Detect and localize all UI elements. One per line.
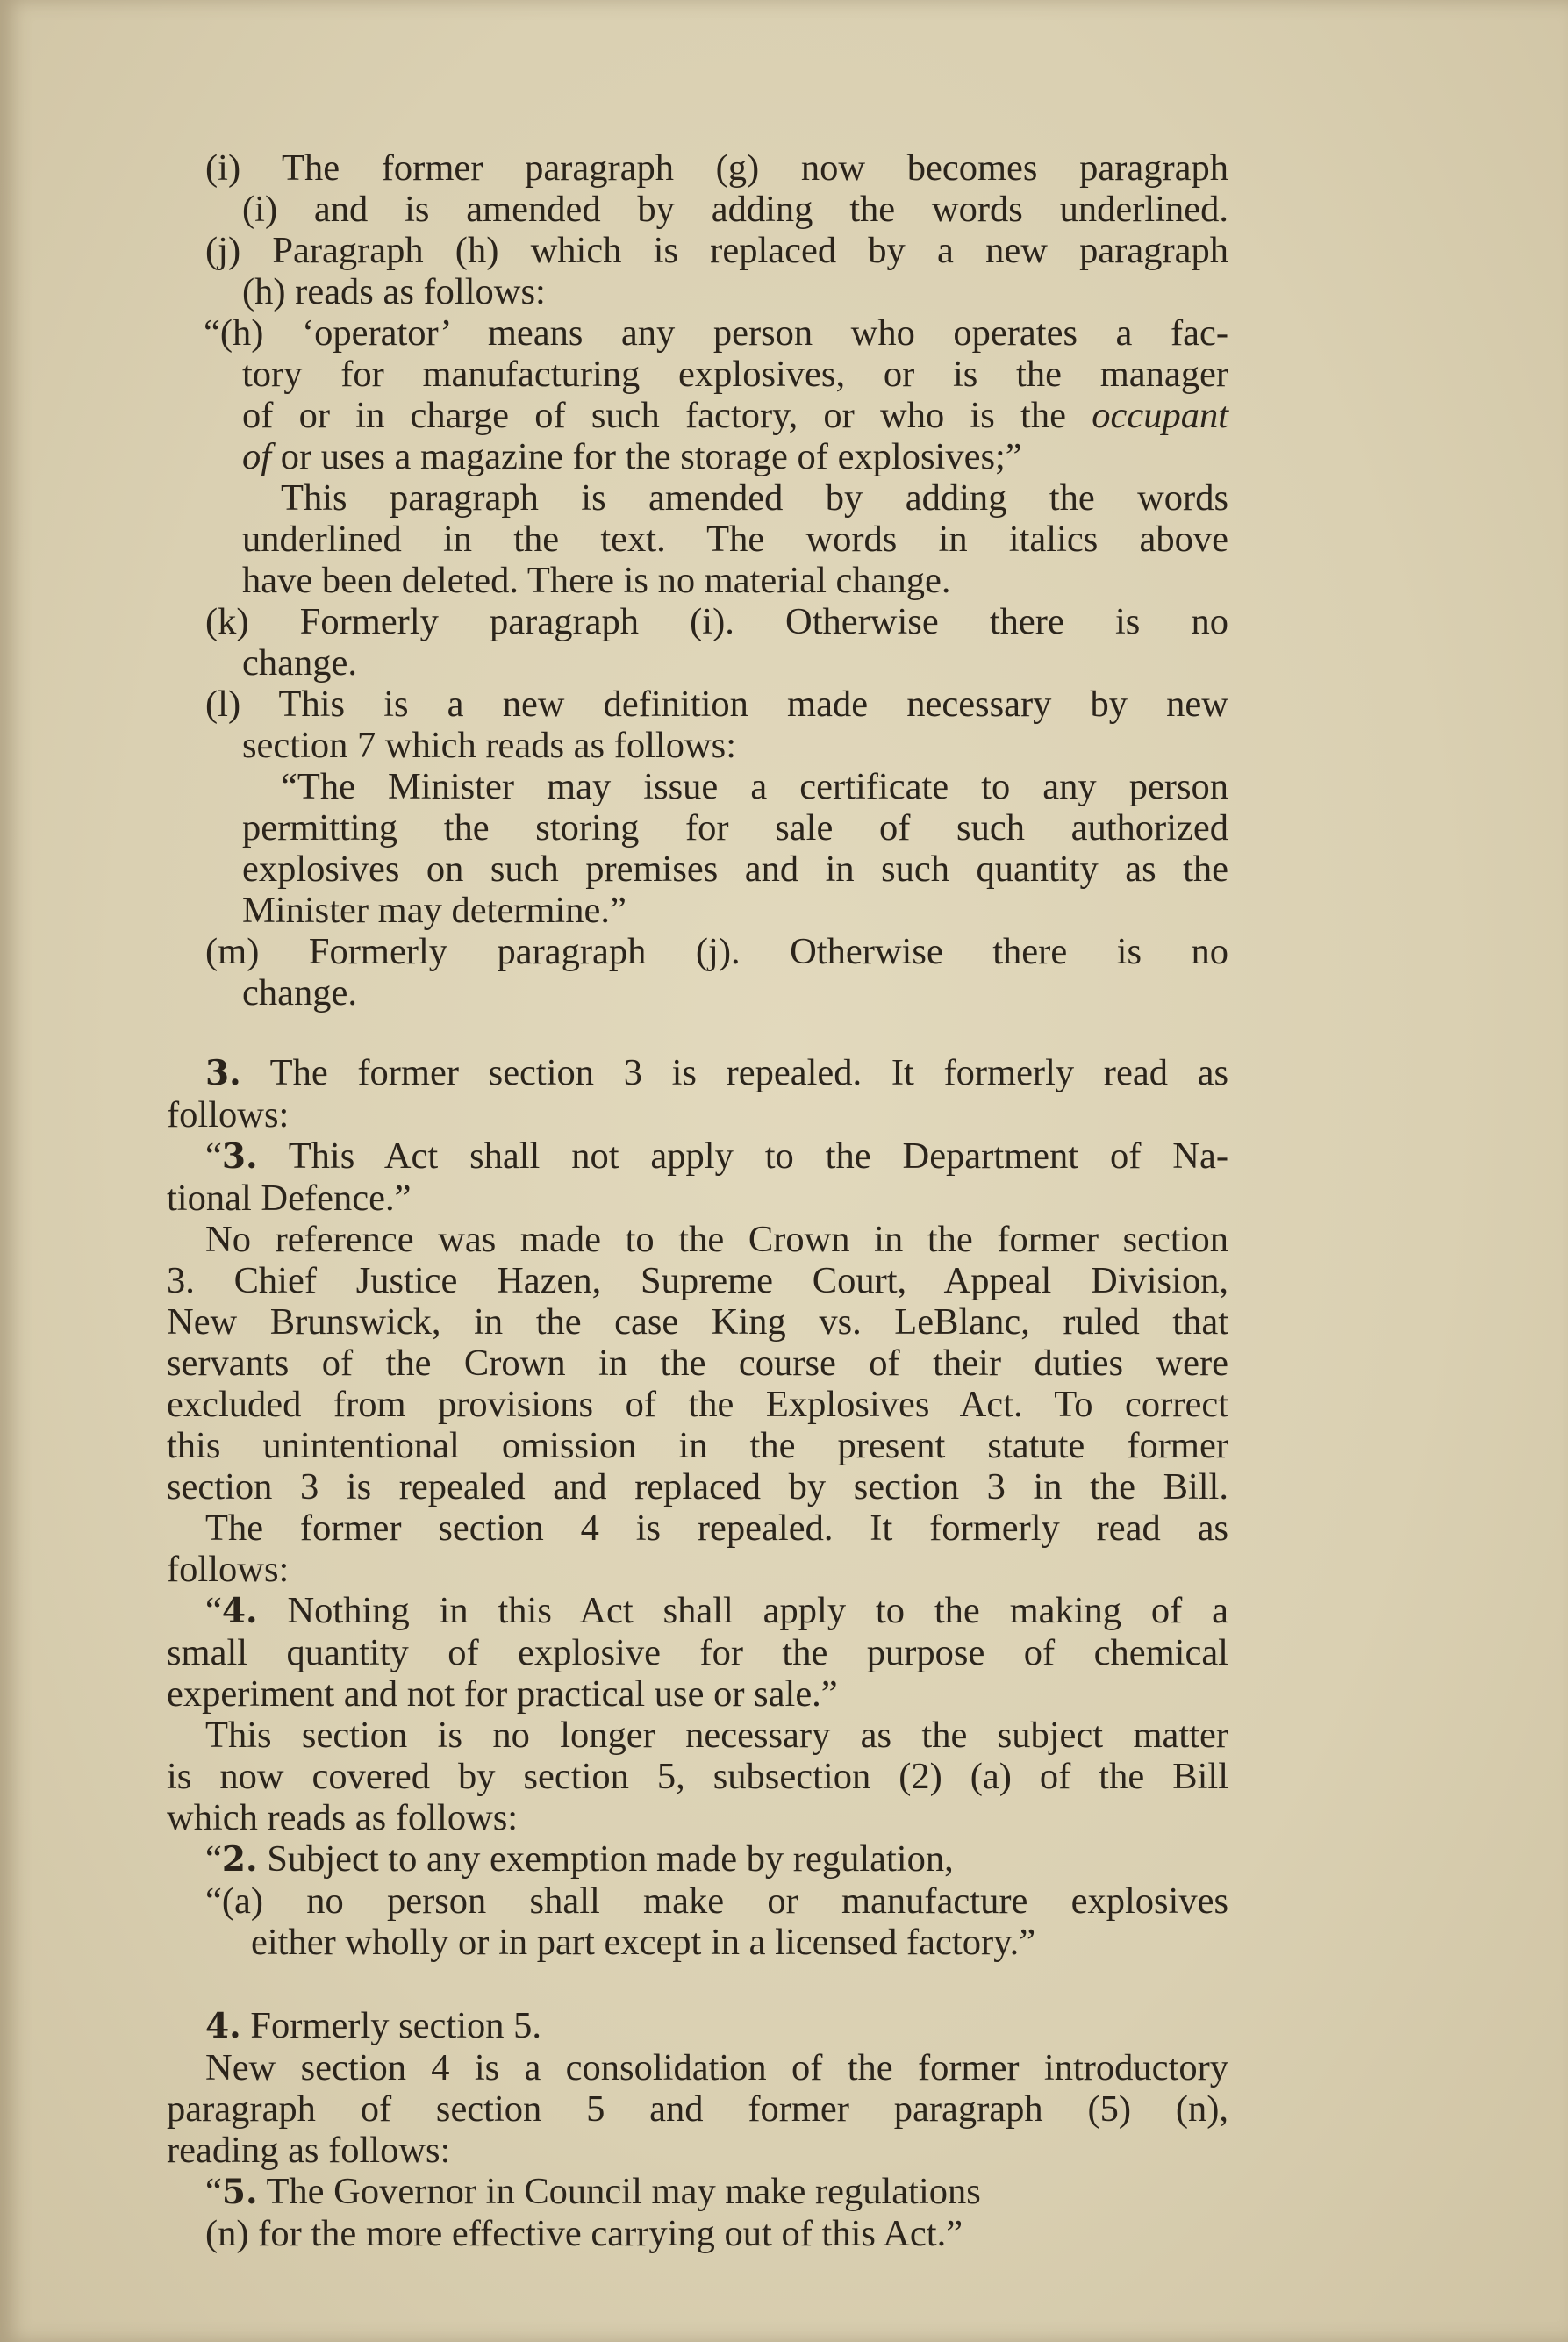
- text-line: “The Minister may issue a certificate to any person: [281, 766, 1228, 807]
- text-line: which reads as follows:: [167, 1797, 519, 1838]
- section-number: 3.: [205, 1053, 241, 1093]
- text-line: [167, 2171, 1228, 2213]
- text-line: change.: [242, 642, 357, 684]
- text-line: either wholly or in part except in a licensed factory.”: [251, 1922, 1036, 1963]
- text-line: (k) Formerly paragraph (i). Otherwise there is no: [205, 601, 1228, 642]
- section-number: 2.: [221, 1839, 258, 1880]
- italic-text: occupant: [1092, 395, 1229, 436]
- text-line: This paragraph is amended by adding the words: [281, 477, 1228, 519]
- text-line: permitting the storing for sale of such authorized: [242, 807, 1228, 849]
- text-line: change.: [242, 972, 357, 1013]
- text-segment: Formerly section 5.: [250, 2005, 542, 2046]
- text-line: [167, 395, 1228, 436]
- text-line: (l) This is a new definition made necessary by new: [205, 684, 1228, 725]
- section-number: 3.: [221, 1136, 258, 1177]
- text-segment: “: [205, 1135, 222, 1177]
- text-line: is now covered by section 5, subsection (2) (a) of the Bill: [167, 1756, 1228, 1797]
- text-segment: Nothing in this Act shall apply to the making of a: [287, 1590, 1228, 1631]
- text-line: This section is no longer necessary as the subject matter: [205, 1715, 1228, 1756]
- text-line: 3. Chief Justice Hazen, Supreme Court, Appeal Division,: [167, 1260, 1228, 1301]
- section-number: 4.: [221, 1591, 258, 1631]
- text-line: “(a) no person shall make or manufacture explosives: [205, 1880, 1228, 1922]
- section-gap: [167, 1963, 1228, 2005]
- section-number: 5.: [221, 2172, 258, 2212]
- text-line: tional Defence.”: [167, 1178, 412, 1219]
- text-segment: This Act shall not apply to the Department of Na-: [288, 1135, 1228, 1177]
- text-line: reading as follows:: [167, 2130, 451, 2171]
- section-gap: [167, 1013, 1228, 1052]
- text-segment: “: [205, 2171, 222, 2212]
- text-segment: The former section 3 is repealed. It formerly read as: [269, 1052, 1229, 1093]
- text-line: [167, 1838, 1228, 1880]
- text-line: [167, 1135, 1228, 1178]
- text-line: [167, 436, 1228, 477]
- text-line: New Brunswick, in the case King vs. LeBlanc, ruled that: [167, 1301, 1228, 1343]
- text-line: (i) and is amended by adding the words underlined.: [242, 189, 1228, 230]
- text-segment: “: [205, 1590, 222, 1631]
- text-line: servants of the Crown in the course of their duties were: [167, 1343, 1228, 1384]
- text-line: section 7 which reads as follows:: [242, 725, 737, 766]
- text-segment: or uses a magazine for the storage of explosives;”: [280, 436, 1022, 477]
- text-line: explosives on such premises and in such quantity as the: [242, 849, 1228, 890]
- text-segment: Subject to any exemption made by regulation,: [267, 1838, 954, 1880]
- text-line: paragraph of section 5 and former paragraph (5) (n),: [167, 2088, 1228, 2130]
- text-segment: of or in charge of such factory, or who is the: [242, 395, 1066, 436]
- text-line: “(h) ‘operator’ means any person who operates a fac-: [204, 312, 1228, 354]
- text-line: No reference was made to the Crown in the former section: [205, 1219, 1228, 1260]
- text-line: The former section 4 is repealed. It formerly read as: [205, 1508, 1228, 1549]
- italic-text: of: [242, 436, 272, 477]
- section-number: 4.: [205, 2006, 241, 2046]
- text-line: have been deleted. There is no material change.: [242, 560, 951, 601]
- text-line: section 3 is repealed and replaced by section 3 in the Bill.: [167, 1466, 1228, 1508]
- text-line: this unintentional omission in the present statute former: [167, 1425, 1228, 1466]
- text-line: [167, 2005, 1228, 2047]
- text-line: follows:: [167, 1549, 290, 1590]
- text-line: tory for manufacturing explosives, or is the manager: [242, 354, 1228, 395]
- text-segment: The Governor in Council may make regulations: [266, 2171, 981, 2212]
- text-line: follows:: [167, 1094, 290, 1135]
- text-line: (j) Paragraph (h) which is replaced by a new paragraph: [205, 230, 1228, 271]
- text-line: (m) Formerly paragraph (j). Otherwise there is no: [205, 931, 1228, 972]
- text-line: [167, 1590, 1228, 1632]
- text-line: excluded from provisions of the Explosives Act. To correct: [167, 1384, 1228, 1425]
- text-line: (n) for the more effective carrying out of this Act.”: [205, 2213, 963, 2254]
- text-line: (i) The former paragraph (g) now becomes paragraph: [205, 147, 1228, 189]
- text-line: Minister may determine.”: [242, 890, 626, 931]
- text-line: underlined in the text. The words in italics above: [242, 519, 1228, 560]
- text-segment: “: [205, 1838, 222, 1880]
- text-line: experiment and not for practical use or sale.”: [167, 1673, 838, 1715]
- text-line: small quantity of explosive for the purpose of chemical: [167, 1632, 1228, 1673]
- text-line: New section 4 is a consolidation of the former introductory: [205, 2047, 1228, 2088]
- text-line: [167, 1052, 1228, 1094]
- text-line: (h) reads as follows:: [242, 271, 546, 312]
- page-text: [167, 147, 1228, 2254]
